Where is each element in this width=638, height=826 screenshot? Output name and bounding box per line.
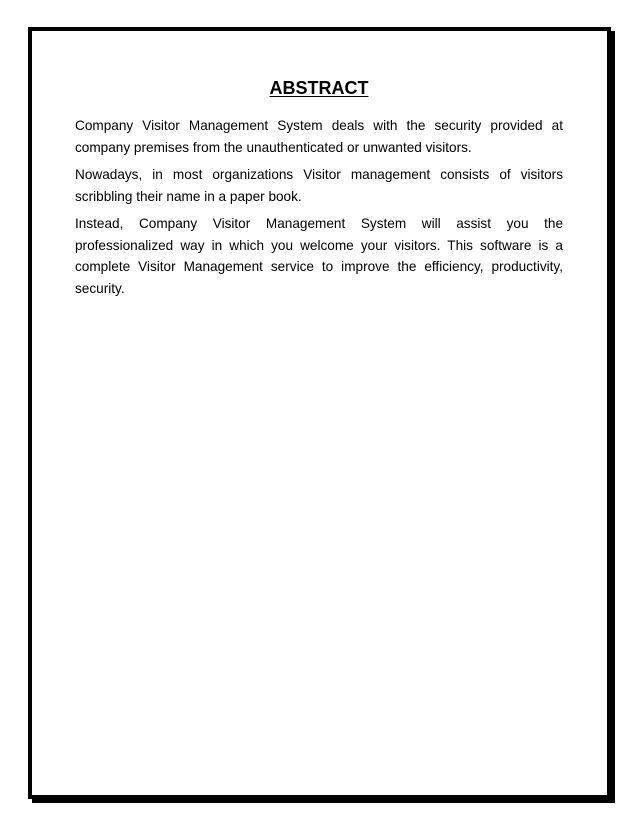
page-title [0,77,638,99]
paragraph-3: Instead, Company Visitor Management System will assist you the professionalized way in which you welcome your visitors. This software is a complete Visitor Management service to improve the efficiency, productivity, security. [75,216,563,296]
paragraph-1: Company Visitor Management System deals with the security provided at company premises from the unauthenticated or unwanted visitors. [75,118,563,155]
paragraph-2: Nowadays, in most organizations Visitor management consists of visitors scribbling their name in a paper book. [75,167,563,204]
title-text: ABSTRACT [269,78,369,98]
abstract-body [75,115,563,305]
